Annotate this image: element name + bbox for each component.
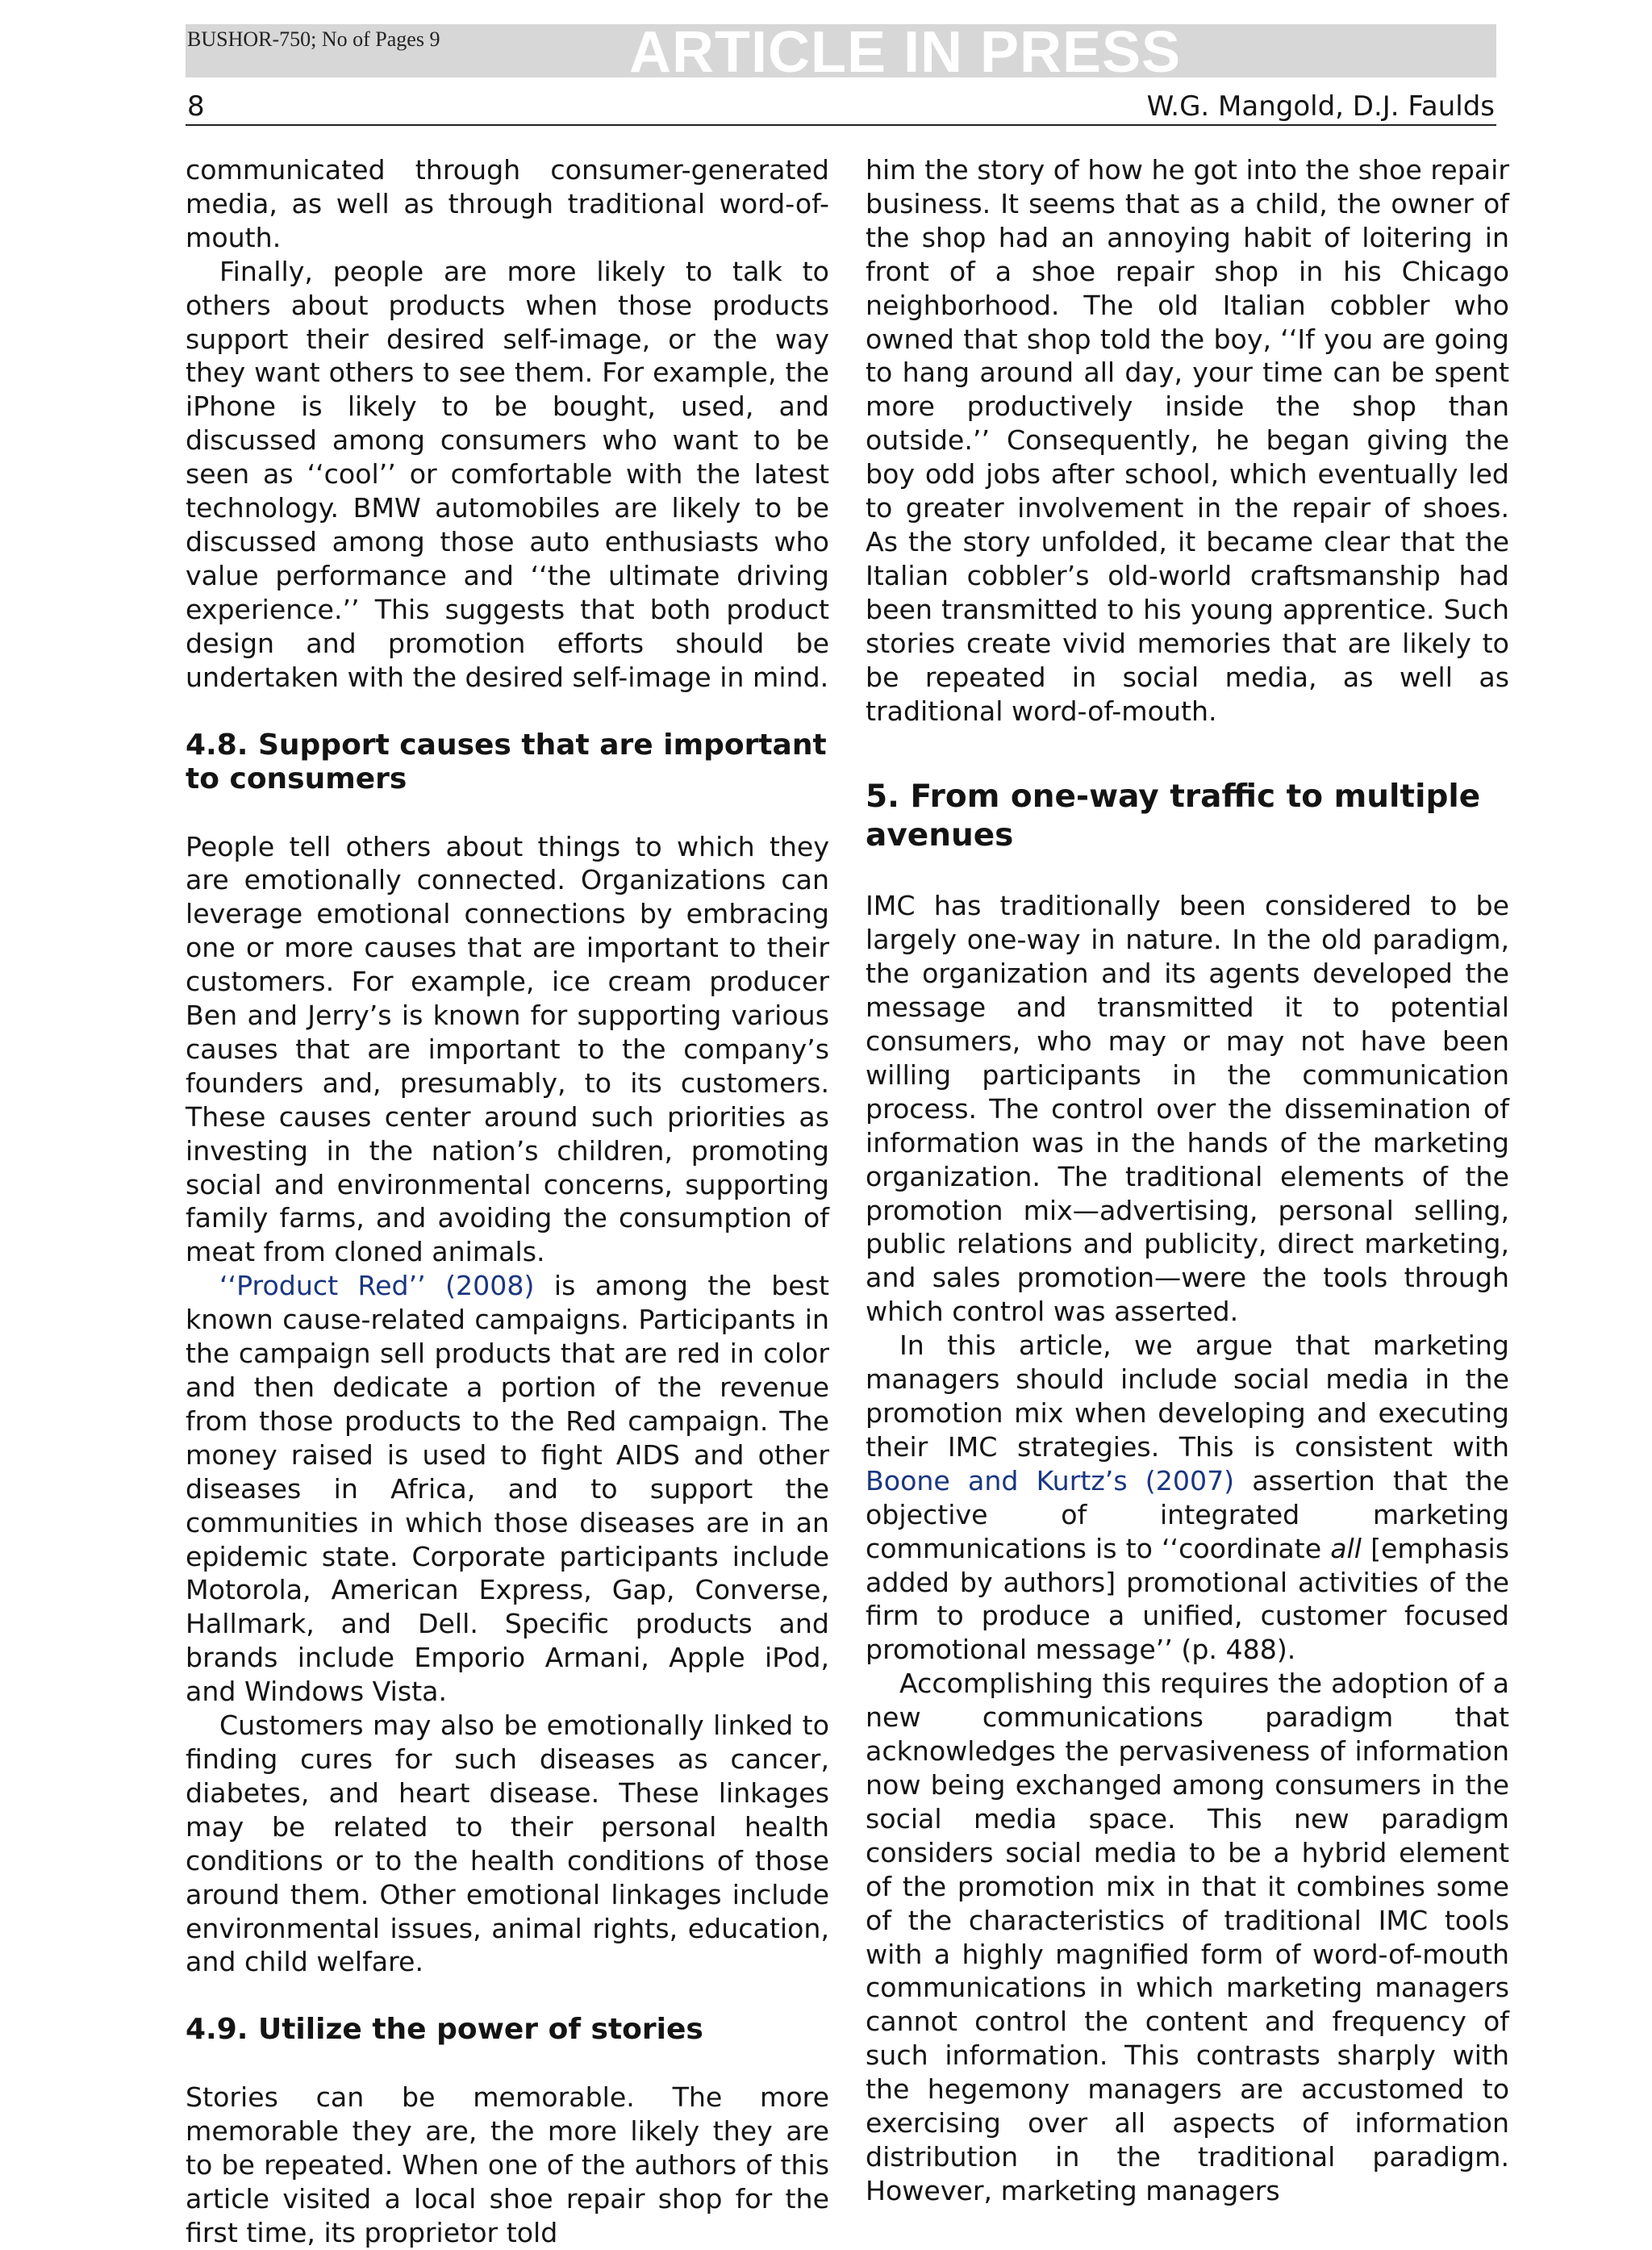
- paragraph: Accomplishing this requires the adoption of a new communications paradigm that acknowledges the pervasiveness of information now being exchanged among consumers in the social media space. This new paradigm considers social media to be a hybrid element of the promotion mix in that it combines some of the characteristics of traditional IMC tools with a highly magnified form of word-of-mouth communications in which marketing managers cannot control the content and frequency of such information. This contrasts sharply with the hegemony managers are accustomed to exercising over all aspects of information distribution in the traditional paradigm. However, marketing managers: [866, 1668, 1509, 2206]
- citation-link-product-red[interactable]: ‘‘Product Red’’ (2008): [219, 1270, 535, 1302]
- paragraph: Finally, people are more likely to talk to others about products when those products support their desired self-image, or the way they want others to see them. For example, the iPhone is likely to be bought, used, and discussed among consumers who want to be seen as ‘‘cool’’ or comfortable with the latest technology. BMW automobiles are likely to be discussed among those auto enthusiasts who value performance and ‘‘the ultimate driving experience.’’ This suggests that both product design and promotion efforts should be undertaken with the desired self-image in mind.: [186, 255, 829, 693]
- paragraph: [186, 1269, 829, 1709]
- paragraph: him the story of how he got into the shoe repair business. It seems that as a child, the owner of the shop had an annoying habit of loitering in front of a shoe repair shop in his Chicago neighborhood. The old Italian cobbler who owned that shop told the boy, ‘‘If you are going to hang around all day, your time can be spent more productively inside the shop than outside.’’ Consequently, he began giving the boy odd jobs after school, which eventually led to greater involvement in the repair of shoes. As the story unfolded, it became clear that the Italian cobbler’s old-world craftsmanship had been transmitted to his young apprentice. Such stories create vivid memories that are likely to be repeated in social media, as well as traditional word-of-mouth.: [866, 154, 1509, 727]
- paragraph: Customers may also be emotionally linked to finding cures for such diseases as cancer, diabetes, and heart disease. These linkages may be related to their personal health conditions or to the health conditions of those around them. Other emotional linkages include environmental issues, animal rights, education, and child welfare.: [186, 1709, 829, 1978]
- paragraph: [866, 1329, 1509, 1667]
- paragraph-text: In this article, we argue that marketing managers should include social media in the promotion mix when developing and executing their IMC strategies. This is consistent with: [866, 1330, 1509, 1463]
- running-authors: W.G. Mangold, D.J. Faulds: [1146, 90, 1495, 123]
- paragraph-text: [emphasis added by authors] promotional activities of the firm to produce a unified, customer focused promotional message’’ (p. 488).: [866, 1532, 1509, 1666]
- left-column: [186, 153, 829, 2250]
- page-number: 8: [187, 90, 205, 123]
- paragraph: Stories can be memorable. The more memorable they are, the more likely they are to be repeated. When one of the authors of this article visited a local shoe repair shop for the first time, its proprietor told: [186, 2081, 829, 2248]
- citation-link-boone-kurtz[interactable]: Boone and Kurtz’s (2007): [866, 1464, 1235, 1497]
- manuscript-code: BUSHOR-750; No of Pages 9: [187, 27, 440, 51]
- right-column: [866, 153, 1509, 2208]
- article-in-press-banner: [186, 20, 1496, 85]
- paragraph-text: assertion that the objective of integrated marketing communications is to ‘‘coordinate: [866, 1464, 1509, 1564]
- paragraph: communicated through consumer-generated media, as well as through traditional word-of-mouth.: [186, 154, 829, 253]
- emphasis-text: all: [1330, 1532, 1362, 1564]
- paragraph-text: is among the best known cause-related campaigns. Participants in the campaign sell products that are red in color and then dedicate a portion of the revenue from those products to the Red campaign. The money raised is used to fight AIDS and other diseases in Africa, and to support the communities in which those diseases are in an epidemic state. Corporate participants include Motorola, American Express, Gap, Converse, Hallmark, and Dell. Specific products and brands include Emporio Armani, Apple iPod, and Windows Vista.: [186, 1270, 829, 1708]
- running-header: [186, 90, 1496, 126]
- paragraph: IMC has traditionally been considered to be largely one-way in nature. In the old paradigm, the organization and its agents developed the message and transmitted it to potential consumers, who may or may not have been willing participants in the communication process. The control over the dissemination of information was in the hands of the marketing organization. The traditional elements of the promotion mix—advertising, personal selling, public relations and publicity, direct marketing, and sales promotion—were the tools through which control was asserted.: [866, 890, 1509, 1328]
- section-heading-5: 5. From one-way traffic to multiple avenues: [866, 779, 1481, 854]
- article-in-press-label: ARTICLE IN PRESS: [629, 20, 1182, 85]
- section-heading-4-9: 4.9. Utilize the power of stories: [186, 2013, 703, 2047]
- paragraph: People tell others about things to which they are emotionally connected. Organizations can leverage emotional connections by embracing one or more causes that are important to their customers. For example, ice cream producer Ben and Jerry’s is known for supporting various causes that are important to the company’s founders and, presumably, to its customers. These causes center around such priorities as investing in the nation’s children, promoting social and environmental concerns, supporting family farms, and avoiding the consumption of meat from cloned animals.: [186, 830, 829, 1268]
- section-heading-4-8: 4.8. Support causes that are important to consumers: [186, 728, 827, 795]
